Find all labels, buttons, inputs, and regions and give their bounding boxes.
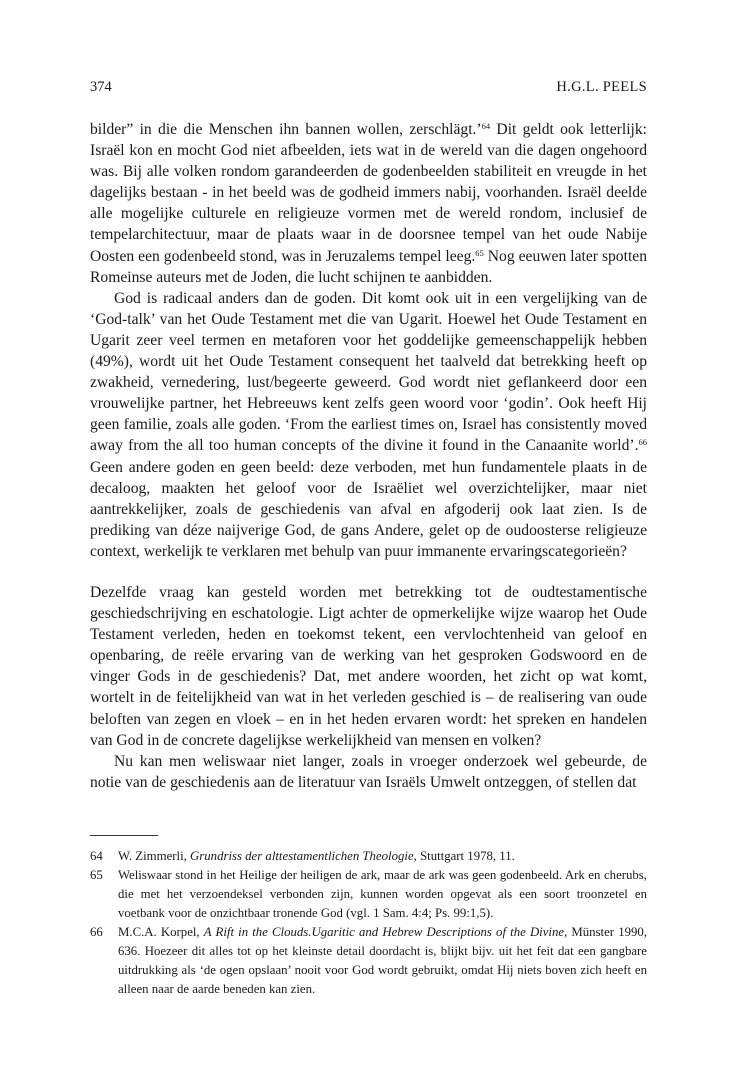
footnote-64: 64 W. Zimmerli, Grundriss der alttestamentlichen Theologie, Stuttgart 1978, 11. xyxy=(90,847,647,866)
footnote-number: 65 xyxy=(90,868,103,882)
running-head-author: H.G.L. PEELS xyxy=(556,79,647,95)
footnote-65 xyxy=(90,866,647,923)
paragraph-4: Nu kan men weliswaar niet langer, zoals in vroeger onderzoek wel gebeurde, de notie van de geschiedenis aan de literatuur van Israëls Umwelt ontzeggen, of stellen dat xyxy=(90,752,647,791)
footnotes xyxy=(90,847,647,999)
paragraph-1: bilder” in die die Menschen ihn bannen wollen, zerschlägt.’$^{64}$ Dit geldt ook letterlijk: Israël kon en mocht God niet afbeelden, iets wat in de wereld van die dagen ongehoord was. Bij alle volken rondom garandeerden de godenbeelden stabiliteit en vreugde in het dagelijks bestaan - in het beeld was de godheid immers nabij, voorhanden. Israël deelde alle mogelijke culturele en religieuze vormen met de wereld rondom, inclusief de tempelarchitectuur, maar de plaats waar in de doorsnee tempel van het oude Nabije Oosten een godenbeeld stond, was in Jeruzalems tempel leeg.$^{65}$ Nog eeuwen later spotten Romeinse auteurs met de Joden, die lucht schijnen te aanbidden. xyxy=(90,121,647,286)
footnote-ref-64[interactable]: 64 xyxy=(481,121,491,131)
paragraph-2: God is radicaal anders dan de goden. Dit komt ook uit in een vergelijking van de ‘God-talk’ van het Oude Testament met die van Ugarit. Hoewel het Oude Testament en Ugarit zeer veel termen en metaforen voor het goddelijke gemeenschappelijk hebben (49%), wordt uit het Oude Testament consequent het taalveld dat betrekking heeft op zwakheid, vernedering, lust/begeerte geweerd. God wordt niet geflankeerd door een vrouwelijke partner, het Hebreeuws kent zelfs geen woord voor ‘godin’. Ook heeft Hij geen familie, zoals alle goden. ‘From the earliest times on, Israel has consistently moved away from the all too human concepts of the divine it found in the Canaanite world’.$^{66}$ Geen andere goden en geen beeld: deze verboden, met hun fundamentele plaats in de decaloog, maakten het geloof voor de Israëliet wel overzichtelijker, maar niet aantrekkelijker, zoals de geschiedenis van afval en afgoderij ook laat zien. Is de prediking van déze naijverige God, de gans Andere, gelet op de oudoosterse religieuze context, werkelijk te verklaren met behulp van puur immanente ervaringscategorieën? xyxy=(90,289,647,560)
footnote-number: 66 xyxy=(90,925,103,939)
paragraph-3: Dezelfde vraag kan gesteld worden met betrekking tot de oudtestamentische geschiedschrijving en eschatologie. Ligt achter de opmerkelijke wijze waarop het Oude Testament verleden, heden en toekomst tekent, een vervlochtenheid van geloof en openbaring, de reële ervaring van de werking van het gesproken Godswoord en de vinger Gods in de geschiedenis? Dat, met andere woorden, het zicht op wat komt, wortelt in de feitelijkheid van wat in het verleden geschied is – de realisering van oude beloften van zegen en vloek – en in het heden ervaren wordt: het spreken en handelen van God in de concrete dagelijkse werkelijkheid van mensen en volken? xyxy=(90,583,647,749)
footnote-ref-66[interactable]: 66 xyxy=(638,437,647,448)
book-title: A Rift in the Clouds.Ugaritic and Hebrew Descriptions of the Divine xyxy=(203,925,565,939)
footnote-66: 66 M.C.A. Korpel, A Rift in the Clouds.Ugaritic and Hebrew Descriptions of the Divine, Münster 1990, 636. Hoezeer dit alles tot op het kleinste detail doordacht is, blijkt bijv. uit het feit dat een gangbare uitdrukking als ‘de ogen opslaan’ nooit voor God wordt gebruikt, omdat Hij niets boven zich heeft en alleen naar de aarde beneden kan zien. xyxy=(90,923,647,999)
book-title: Grundriss der alttestamentlichen Theologie xyxy=(190,849,414,863)
footnote-text: Weliswaar stond in het Heilige der heiligen de ark, maar de ark was geen godenbeeld. Ark en cherubs, die met het verzoendeksel verbonden zijn, kunnen worden opgevat als een soort troonzetel en voetbank voor de onzichtbaar tronende God (vgl. 1 Sam. 4:4; Ps. 99:1,5). xyxy=(118,868,647,920)
page-number: 374 xyxy=(90,79,112,95)
footnote-separator xyxy=(90,835,158,836)
footnote-ref-65[interactable]: 65 xyxy=(475,247,484,258)
running-header xyxy=(90,79,647,99)
footnote-number: 64 xyxy=(90,849,103,863)
main-text xyxy=(90,119,647,793)
